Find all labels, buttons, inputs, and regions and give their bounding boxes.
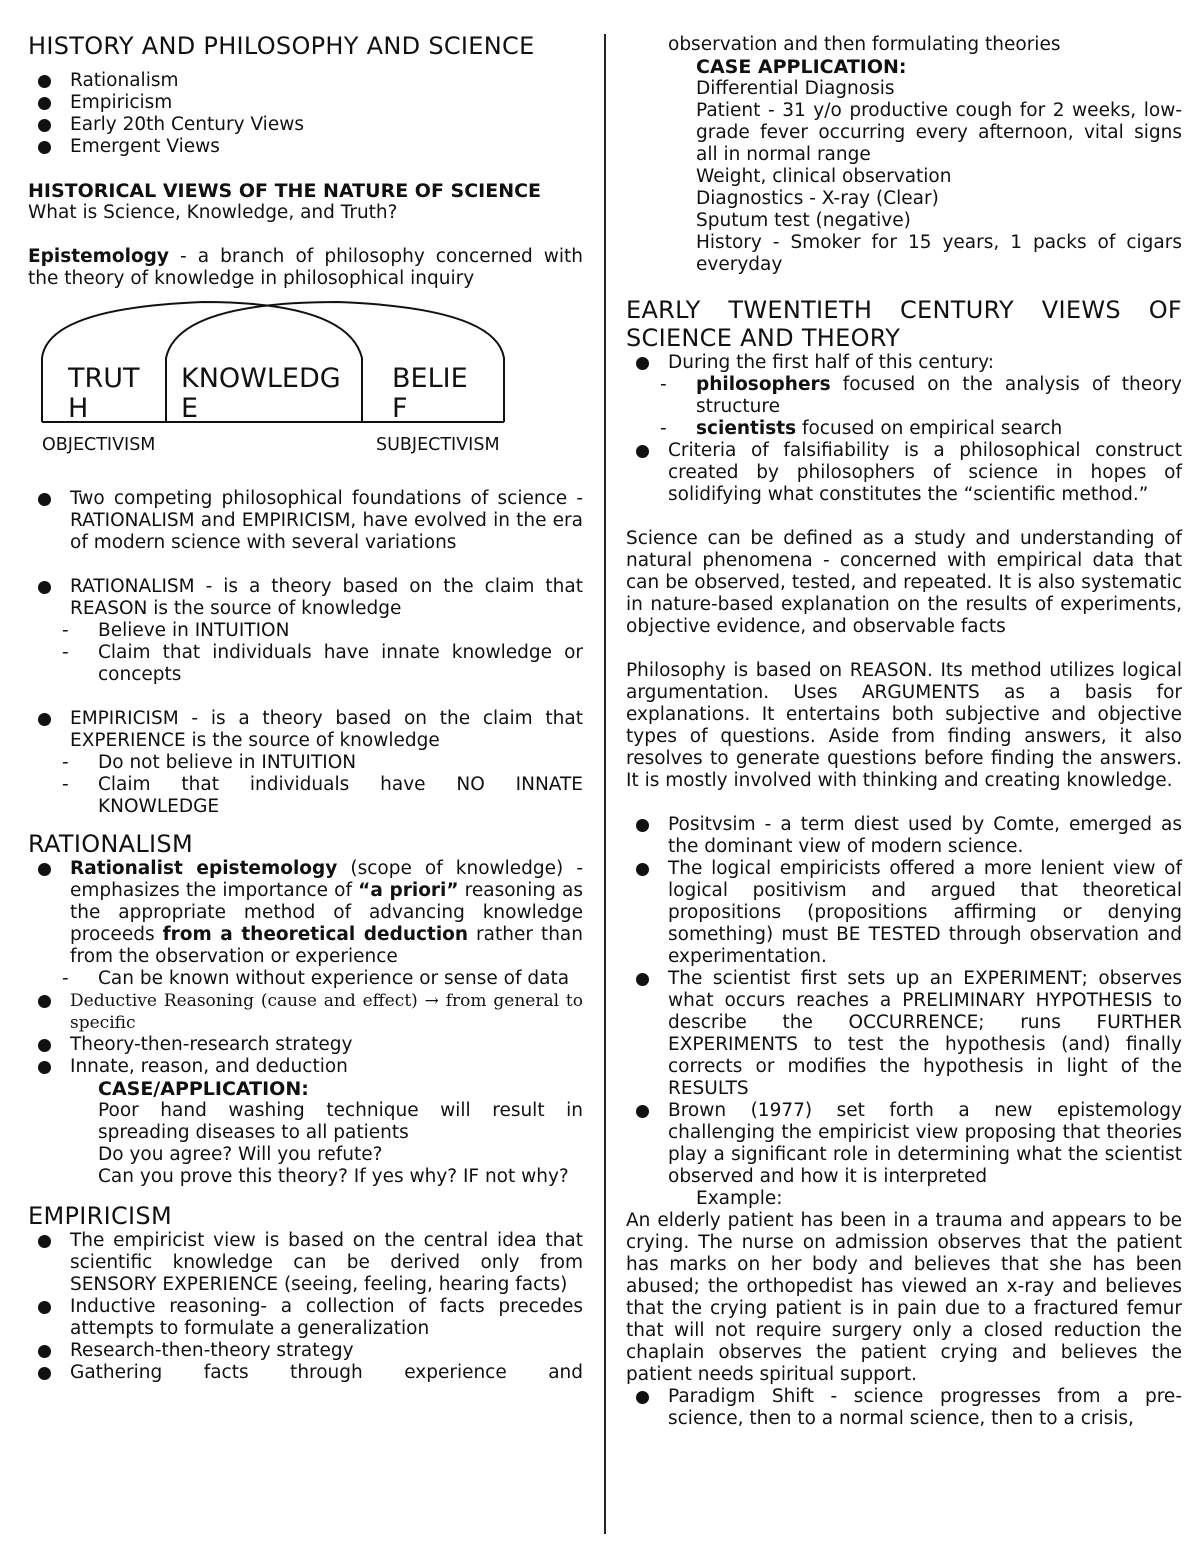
list-item: Research-then-theory strategy	[28, 1340, 583, 1362]
case-line: Poor hand washing technique will result in spreading diseases to all patients	[98, 1100, 583, 1143]
list-item: RATIONALISM - is a theory based on the claim that REASON is the source of knowledge	[28, 576, 583, 620]
list-item: Positvsim - a term diest used by Comte, emerged as the dominant view of modern science.	[626, 814, 1182, 858]
list-item: EMPIRICISM - is a theory based on the claim that EXPERIENCE is the source of knowledge	[28, 708, 583, 752]
list-item: Innate, reason, and deduction	[28, 1056, 583, 1078]
foundations-list	[28, 488, 583, 554]
falsifiability-list	[626, 440, 1182, 506]
list-item: The empiricist view is based on the central idea that scientific knowledge can be derived only from SENSORY EXPERIENCE (seeing, feeling, hearing facts)	[28, 1230, 583, 1296]
case-application-right	[626, 56, 1182, 276]
list-item: Gathering facts through experience and	[28, 1362, 583, 1384]
empiricism-detail-list	[28, 1230, 583, 1384]
rationalism-detail-sublist	[28, 968, 583, 990]
list-item: Emergent Views	[28, 136, 583, 158]
page-title: HISTORY AND PHILOSOPHY AND SCIENCE	[28, 32, 535, 60]
philosophers-term: philosophers	[696, 374, 831, 395]
empiricism-heading: EMPIRICISM	[28, 1202, 172, 1230]
early-views-list	[626, 352, 1182, 374]
epistemology-text: - a branch of philosophy concerned with the theory of knowledge in philosophical inquiry	[28, 246, 583, 289]
rationalist-epistemology-term: Rationalist epistemology	[70, 858, 338, 879]
continued-text: observation and then formulating theories	[668, 34, 1061, 55]
list-item: The logical empiricists offered a more lenient view of logical positivism and argued that theoretical propositions (propositions affirming or denying something) must BE TESTED through observation and experimentation.	[626, 858, 1182, 968]
list-item: Criteria of falsifiability is a philosophical construct created by philosophers of science in hopes of solidifying what constitutes the “scientific method.”	[626, 440, 1182, 506]
list-item	[626, 374, 1182, 418]
rationalism-detail-list	[28, 858, 583, 968]
list-item	[626, 418, 1182, 440]
list-item: - Do not believe in INTUITION	[28, 752, 583, 774]
list-item: Rationalism	[28, 70, 583, 92]
scientists-term: scientists	[696, 418, 797, 439]
objectivism-label: OBJECTIVISM	[42, 435, 156, 455]
text-span: (scope of knowledge) - emphasizes the importance of	[70, 858, 583, 901]
science-definition: Science can be defined as a study and understanding of natural phenomena - concerned with empirical data that can be observed, tested, and repeated. It is also systematic in nature-based explanation on the results of experiments, objective evidence, and observable facts	[626, 528, 1182, 637]
case-line: Sputum test (negative)	[696, 210, 911, 231]
example-text: An elderly patient has been in a trauma and appears to be crying. The nurse on admission observes that the patient has marks on her body and believes that she has been abused; the orthopedist has viewed an x-ray and believes that the crying patient is in pain due to a fractured femur that will not require surgery only a closed reduction the chaplain observes the patient crying and believes the patient needs spiritual support.	[626, 1210, 1182, 1385]
list-item: Empiricism	[28, 92, 583, 114]
knowledge-label: KNOWLEDGE	[181, 364, 341, 422]
list-item: Paradigm Shift - science progresses from a pre-science, then to a normal science, then to a crisis,	[626, 1386, 1182, 1430]
historical-question: What is Science, Knowledge, and Truth?	[28, 202, 398, 223]
paradigm-list	[626, 1386, 1182, 1430]
example-label: Example:	[696, 1188, 783, 1209]
list-item: Deductive Reasoning (cause and effect) → from general to specific	[28, 990, 583, 1034]
case-line: Diagnostics - X-ray (Clear)	[696, 188, 939, 209]
empiricism-sublist	[28, 752, 583, 818]
rationalism-strategy-list	[28, 990, 583, 1078]
list-item: During the first half of this century:	[626, 352, 1182, 374]
early-views-sublist	[626, 374, 1182, 440]
list-item: Inductive reasoning- a collection of facts precedes attempts to formulate a generalization	[28, 1296, 583, 1340]
theoretical-deduction-term: from a theoretical deduction	[162, 924, 469, 945]
list-item: - Can be known without experience or sense of data	[28, 968, 583, 990]
list-item: Early 20th Century Views	[28, 114, 583, 136]
text-span: reasoning as the appropriate method of advancing knowledge proceeds	[70, 880, 584, 945]
case-line: Do you agree? Will you refute?	[98, 1144, 383, 1165]
truth-label: TRUTH	[68, 364, 140, 422]
intro-list	[28, 70, 583, 158]
case-line: History - Smoker for 15 years, 1 packs of cigars everyday	[696, 232, 1182, 275]
a-priori-term: “a priori”	[358, 880, 459, 901]
column-divider	[604, 34, 606, 1534]
rationalism-sublist	[28, 620, 583, 686]
belief-label: BELIEF	[392, 364, 468, 422]
case-line: Patient - 31 y/o productive cough for 2 weeks, low-grade fever occurring every afternoon, vital signs all in normal range	[696, 100, 1182, 165]
list-item: - Claim that individuals have NO INNATE KNOWLEDGE	[28, 774, 583, 818]
knowledge-diagram	[28, 298, 583, 478]
epistemology-definition	[28, 246, 583, 290]
early-twentieth-heading: EARLY TWENTIETH CENTURY VIEWS OF SCIENCE AND THEORY	[626, 296, 1182, 352]
case-application	[28, 1078, 583, 1188]
list-item: Two competing philosophical foundations of science - RATIONALISM and EMPIRICISM, have evolved in the era of modern science with several variations	[28, 488, 583, 554]
list-item: The scientist first sets up an EXPERIMENT; observes what occurs reaches a PRELIMINARY HYPOTHESIS to describe the OCCURRENCE; runs FURTHER EXPERIMENTS to test the hypothesis (and) finally corrects or modifies the hypothesis in light of the RESULTS	[626, 968, 1182, 1100]
text-span: rather than from the observation or experience	[70, 924, 583, 967]
case-heading: CASE/APPLICATION:	[98, 1078, 309, 1100]
empiricism-list	[28, 708, 583, 752]
text-span: focused on empirical search	[796, 418, 1063, 439]
subjectivism-label: SUBJECTIVISM	[376, 435, 500, 455]
epistemology-term: Epistemology	[28, 246, 169, 267]
text-span: focused on the analysis of theory structure	[696, 374, 1182, 417]
list-item	[28, 858, 583, 968]
right-column	[626, 34, 1182, 1430]
list-item: - Believe in INTUITION	[28, 620, 583, 642]
case-line: Can you prove this theory? If yes why? IF not why?	[98, 1166, 569, 1187]
case-line: Weight, clinical observation	[696, 166, 952, 187]
historical-views-heading: HISTORICAL VIEWS OF THE NATURE OF SCIENCE	[28, 180, 542, 202]
list-item: Brown (1977) set forth a new epistemology challenging the empiricist view proposing that theories play a significant role in determining what the scientist observed and how it is interpreted	[626, 1100, 1182, 1188]
left-column	[28, 32, 583, 1384]
case-heading-right: CASE APPLICATION:	[696, 56, 907, 78]
philosophy-definition: Philosophy is based on REASON. Its method utilizes logical argumentation. Uses ARGUMENTS as a basis for explanations. It entertains both subjective and objective types of questions. Aside from finding answers, it also resolves to generate questions before finding the answers. It is mostly involved with thinking and creating knowledge.	[626, 660, 1182, 791]
list-item: - Claim that individuals have innate knowledge or concepts	[28, 642, 583, 686]
rationalism-list	[28, 576, 583, 620]
case-line: Differential Diagnosis	[696, 78, 895, 99]
rationalism-heading: RATIONALISM	[28, 830, 193, 858]
positivism-list	[626, 814, 1182, 1188]
list-item: Theory-then-research strategy	[28, 1034, 583, 1056]
